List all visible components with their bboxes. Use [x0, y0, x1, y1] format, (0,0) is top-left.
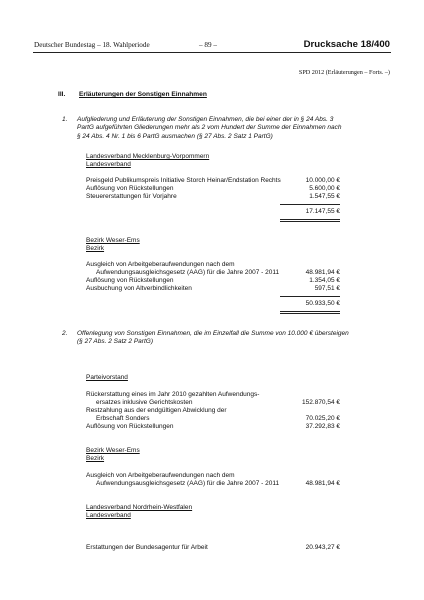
block2-subheading: Bezirk: [86, 245, 105, 252]
item2-line: (§ 27 Abs. 2 Satz 2 PartG): [77, 338, 153, 346]
block5-subheading: Landesverband: [86, 512, 131, 519]
drucksache-number: Drucksache 18/400: [303, 39, 390, 50]
block1-row-amount: 1.547,55 €: [309, 193, 340, 200]
block1-total-rule-2: [280, 221, 340, 222]
block2-row-label: Auflösung von Rückstellungen: [86, 277, 174, 284]
block3-row-amount: 152.870,54 €: [302, 399, 340, 406]
block3-row-label: ersatzes inklusive Gerichtskosten: [96, 399, 193, 406]
block2-heading: Bezirk Weser-Ems: [86, 237, 140, 244]
block2-row-label: Ausbuchung von Altverbindlichkeiten: [86, 285, 192, 292]
item2-number: 2.: [62, 330, 68, 337]
block4-row-label: Aufwendungsausgleichsgesetz (AAG) für die Jahre 2007 - 2011: [96, 480, 280, 487]
block1-row-amount: 10.000,00 €: [305, 177, 340, 184]
block4-row-label: Ausgleich von Arbeitgeberaufwendungen nach dem: [86, 472, 235, 479]
document-header-title: Deutscher Bundestag – 18. Wahlperiode: [34, 41, 150, 49]
block5-row-label: Erstattungen der Bundesagentur für Arbeit: [86, 544, 208, 551]
block3-row-amount: 70.025,20 €: [305, 415, 340, 422]
item2-text: [77, 330, 349, 347]
block2-row-label: Ausgleich von Arbeitgeberaufwendungen nach dem: [86, 261, 235, 268]
block2-total-rule-2: [280, 313, 340, 314]
block3-row-amount: 37.292,83 €: [305, 423, 340, 430]
page-number: – 89 –: [199, 41, 217, 49]
block2-row-amount: 1.354,05 €: [309, 277, 340, 284]
block1-row-amount: 5.600,00 €: [309, 185, 340, 192]
block3-row-label: Erbschaft Sonders: [96, 415, 150, 422]
block2-row-amount: 597,51 €: [314, 285, 340, 292]
item1-text: [77, 116, 341, 141]
block2-total: 50.933,50 €: [305, 300, 340, 307]
block3-heading: Parteivorstand: [86, 374, 128, 381]
block1-sum-rule: [280, 204, 340, 205]
header-rule: [33, 52, 391, 53]
block4-row-amount: 48.981,94 €: [305, 480, 340, 487]
block1-total: 17.147,55 €: [305, 208, 340, 215]
block1-subheading: Landesverband: [86, 161, 131, 168]
block2-total-rule: [280, 311, 340, 312]
section-title: Erläuterungen der Sonstigen Einnahmen: [79, 91, 207, 98]
item1-line: Aufgliederung und Erläuterung der Sonstigen Einnahmen, die bei einer der in § 24 Abs. 3: [77, 116, 334, 123]
block3-row-label: Rückerstattung eines im Jahr 2010 gezahlten Aufwendungs-: [86, 391, 260, 398]
item2-line: Offenlegung von Sonstigen Einnahmen, die im Einzelfall die Summe von 10.000 € übersteigen: [77, 330, 349, 337]
item1-number: 1.: [62, 116, 68, 123]
block1-row-label: Auflösung von Rückstellungen: [86, 185, 174, 192]
block1-heading: Landesverband Mecklenburg-Vorpommern: [86, 153, 210, 160]
block3-row-label: Restzahlung aus der endgültigen Abwicklung der: [86, 407, 227, 414]
block5-heading: Landesverband Nordrhein-Westfalen: [86, 504, 193, 511]
block2-row-amount: 48.981,94 €: [305, 269, 340, 276]
block3-row-label: Auflösung von Rückstellungen: [86, 423, 174, 430]
subheader: SPD 2012 (Erläuterungen – Forts. –): [298, 69, 390, 76]
item1-line: § 24 Abs. 4 Nr. 1 bis 6 PartG ausmachen (§ 27 Abs. 2 Satz 1 PartG): [77, 132, 273, 140]
item1-line: PartG aufgeführten Gliederungen mehr als 2 vom Hundert der Summe der Einnahmen nach: [77, 124, 342, 132]
section-number: III.: [58, 91, 66, 98]
block4-subheading: Bezirk: [86, 455, 105, 462]
block1-row-label: Steuererstattungen für Vorjahre: [86, 193, 177, 200]
block5-row-amount: 20.943,27 €: [305, 544, 340, 551]
block2-row-label: Aufwendungsausgleichsgesetz (AAG) für die Jahre 2007 - 2011: [96, 269, 280, 276]
block1-row-label: Preisgeld Publikumspreis Initiative Storch Heinar/Endstation Rechts: [86, 177, 281, 184]
block2-sum-rule: [280, 296, 340, 297]
block4-heading: Bezirk Weser-Ems: [86, 447, 140, 454]
block1-total-rule: [280, 219, 340, 220]
